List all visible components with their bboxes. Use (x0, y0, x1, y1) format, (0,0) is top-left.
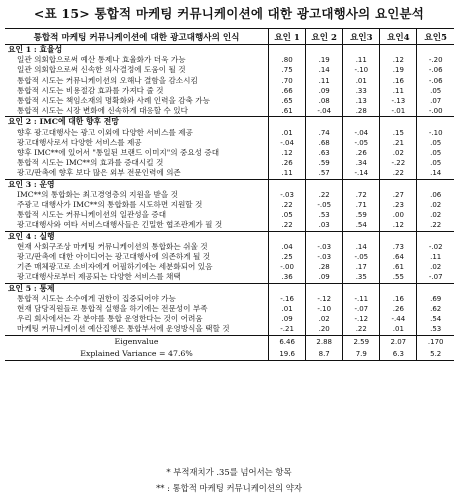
empty-cell (306, 117, 343, 128)
table-row (5, 96, 454, 106)
factor-3-loading: .54 (343, 220, 380, 231)
table-row (5, 294, 454, 304)
factor-3-loading: .33 (343, 86, 380, 96)
factor-1-loading: .26 (269, 158, 306, 168)
factor-5-loading: -.07 (417, 272, 454, 283)
factor-5-loading: .22 (417, 220, 454, 231)
footer-value-factor-1: 6.46 (269, 335, 306, 348)
factor-2-loading: .20 (306, 324, 343, 335)
factor-4-loading: .16 (380, 294, 417, 304)
factor-1-loading: .11 (269, 168, 306, 179)
factor-4-loading: .16 (380, 76, 417, 86)
factor-1-loading: -.04 (269, 138, 306, 148)
factor-1-loading: .01 (269, 304, 306, 314)
empty-cell (417, 45, 454, 56)
factor-5-loading: .05 (417, 138, 454, 148)
factor-5-loading: .53 (417, 324, 454, 335)
factor-4-loading: .64 (380, 252, 417, 262)
factor-4-loading: .73 (380, 242, 417, 252)
factor-1-loading: .61 (269, 106, 306, 117)
item-label: 통합적 시도는 책임소재의 명확화와 사례 인력을 감축 가능 (17, 96, 210, 106)
factor-5-loading: .07 (417, 96, 454, 106)
empty-cell (417, 117, 454, 128)
factor-5-loading: .02 (417, 200, 454, 210)
empty-cell (343, 117, 380, 128)
empty-cell (269, 117, 306, 128)
factor-2-loading: .09 (306, 272, 343, 283)
empty-cell (380, 283, 417, 294)
factor-5-loading: .02 (417, 210, 454, 220)
factor-2-loading: -.05 (306, 200, 343, 210)
factor-1-loading: .01 (269, 128, 306, 138)
empty-cell (306, 231, 343, 242)
empty-cell (269, 231, 306, 242)
factor-3-loading: .11 (343, 55, 380, 65)
factor-2-loading: -.03 (306, 252, 343, 262)
table-row (5, 168, 454, 179)
factor-2-loading: .28 (306, 262, 343, 272)
factor-3-loading: .13 (343, 96, 380, 106)
factor-3-loading: .01 (343, 76, 380, 86)
item-label: 광고대행사와 여타 서비스대행사들은 긴밀한 협조관계가 필 것 (17, 220, 223, 230)
empty-cell (269, 179, 306, 190)
footer-label: Eigenvalue (5, 335, 269, 348)
factor-1-loading: -.03 (269, 190, 306, 200)
factor-group-label: 요인 1 : 효율성 (8, 45, 63, 54)
factor-4-loading: .01 (380, 324, 417, 335)
column-header-factor-1: 요인 1 (269, 29, 306, 45)
factor-4-loading: .21 (380, 138, 417, 148)
item-label: 현재 사회구조상 마케팅 커뮤니케이션의 통합화는 쉬울 것 (17, 241, 208, 251)
factor-2-loading: .74 (306, 128, 343, 138)
factor-1-loading: .22 (269, 220, 306, 231)
footnote-significance: * 부적재치가 .35를 넘어서는 항목 (166, 467, 292, 477)
factor-4-loading: .55 (380, 272, 417, 283)
factor-3-loading: .22 (343, 324, 380, 335)
factor-5-loading: -.06 (417, 76, 454, 86)
item-label: 통합적 시도는 IMC**의 효과를 증대시킬 것 (17, 158, 164, 168)
footnote-abbreviation: ** : 통합적 마케팅 커뮤니케이션의 약자 (156, 483, 302, 493)
item-label: 우리 회사에서는 각 분야를 통합 운영한다는 것이 어려움 (17, 314, 203, 324)
item-label: 현재 담당직원들로 통합적 실행을 하기에는 전문성이 부족 (17, 304, 208, 314)
empty-cell (269, 283, 306, 294)
empty-cell (306, 283, 343, 294)
factor-4-loading: .15 (380, 128, 417, 138)
factor-1-loading: .36 (269, 272, 306, 283)
factor-2-loading: .09 (306, 86, 343, 96)
factor-group-row (5, 231, 454, 242)
factor-4-loading: -.01 (380, 106, 417, 117)
item-label: 기존 매체광고로 소비자에게 어필하기에는 세분화되어 있음 (17, 262, 213, 272)
item-label: 광고/판촉에 대한 아이디어는 광고대행사에 의존하게 될 것 (17, 252, 211, 262)
table-row (5, 304, 454, 314)
factor-1-loading: .05 (269, 210, 306, 220)
factor-3-loading: .72 (343, 190, 380, 200)
factor-5-loading: .14 (417, 168, 454, 179)
table-row (5, 220, 454, 231)
factor-1-loading: .65 (269, 96, 306, 106)
table-row (5, 200, 454, 210)
item-label: 광고대행사로부터 제공되는 다양한 서비스를 채택 (17, 272, 181, 282)
item-label: 광고/판촉에 향후 보다 많은 외부 전문인력에 의존 (17, 168, 181, 178)
factor-4-loading: .02 (380, 148, 417, 158)
factor-2-loading: .02 (306, 314, 343, 324)
item-label: 마케팅 커뮤니케이션 예산집행은 통합부서에 운영방식을 택할 것 (17, 324, 230, 334)
item-label: 일관 의회합으로써 예산 통제나 효율화가 더욱 가능 (17, 55, 186, 65)
factor-5-loading: -.20 (417, 55, 454, 65)
table-row (5, 106, 454, 117)
factor-5-loading: -.00 (417, 106, 454, 117)
factor-2-loading: .03 (306, 220, 343, 231)
factor-5-loading: .11 (417, 252, 454, 262)
table-row (5, 242, 454, 252)
factor-5-loading: -.10 (417, 128, 454, 138)
empty-cell (306, 179, 343, 190)
factor-4-loading: .19 (380, 65, 417, 75)
factor-2-loading: -.03 (306, 242, 343, 252)
factor-3-loading: .35 (343, 272, 380, 283)
footer-label: Explained Variance = 47.6% (5, 348, 269, 361)
factor-5-loading: .02 (417, 262, 454, 272)
item-label: 통합적 시도는 비용절감 효과를 가져다 줄 것 (17, 85, 164, 95)
table-row (5, 148, 454, 158)
empty-cell (417, 283, 454, 294)
factor-1-loading: .75 (269, 65, 306, 75)
table-row (5, 262, 454, 272)
factor-3-loading: .34 (343, 158, 380, 168)
item-label: 향후 IMC**에 있어서 "통일된 브랜드 이미지"의 중요성 증대 (17, 148, 220, 158)
factor-1-loading: .04 (269, 242, 306, 252)
factor-3-loading: -.11 (343, 294, 380, 304)
factor-4-loading: .11 (380, 86, 417, 96)
factor-3-loading: -.10 (343, 65, 380, 75)
factor-4-loading: -.44 (380, 314, 417, 324)
item-label: 통합적 시도는 커뮤니케이션의 오해나 결함을 감소시킴 (17, 75, 198, 85)
factor-group-row (5, 45, 454, 56)
factor-1-loading: .66 (269, 86, 306, 96)
item-label: 광고대행사로서 다양한 서비스를 제공 (17, 137, 142, 147)
factor-2-loading: -.10 (306, 304, 343, 314)
footer-value-factor-4: 6.3 (380, 348, 417, 361)
factor-1-loading: -.16 (269, 294, 306, 304)
table-row (5, 158, 454, 168)
footer-value-factor-2: 8.7 (306, 348, 343, 361)
explained-variance-row (5, 348, 454, 361)
factor-5-loading: .62 (417, 304, 454, 314)
factor-4-loading: .61 (380, 262, 417, 272)
table-header-row (5, 29, 454, 45)
factor-2-loading: -.12 (306, 294, 343, 304)
factor-group-label: 요인 5 : 통제 (5, 283, 269, 294)
column-header-factor-2: 요인 2 (306, 29, 343, 45)
table-body (5, 45, 454, 361)
item-label: 통합적 시도는 시장 변화에 신속하게 대응할 수 있다 (17, 106, 188, 116)
eigenvalue-row (5, 335, 454, 348)
empty-cell (417, 179, 454, 190)
factor-3-loading: .14 (343, 242, 380, 252)
factor-2-loading: .68 (306, 138, 343, 148)
factor-2-loading: .57 (306, 168, 343, 179)
factor-4-loading: -.22 (380, 158, 417, 168)
factor-1-loading: .09 (269, 314, 306, 324)
table-row (5, 76, 454, 86)
table-row (5, 210, 454, 220)
table-row (5, 272, 454, 283)
factor-4-loading: .26 (380, 304, 417, 314)
factor-2-loading: .63 (306, 148, 343, 158)
factor-group-label: 요인 2 : IMC에 대한 향후 전망 (5, 117, 269, 128)
factor-5-loading: .54 (417, 314, 454, 324)
item-label: 일관 의회합으로써 신속한 의사결정에 도움이 될 것 (17, 65, 186, 75)
empty-cell (343, 179, 380, 190)
factor-4-loading: -.13 (380, 96, 417, 106)
factor-3-loading: .26 (343, 148, 380, 158)
table-row (5, 314, 454, 324)
item-label: 주광고 대행사가 IMC**의 통합화를 시도하면 지원할 것 (17, 200, 203, 210)
factor-5-loading: .69 (417, 294, 454, 304)
factor-2-loading: .14 (306, 65, 343, 75)
footer-value-factor-5: 5.2 (417, 348, 454, 361)
table-row (5, 324, 454, 335)
factor-4-loading: .00 (380, 210, 417, 220)
factor-4-loading: .12 (380, 220, 417, 231)
factor-3-loading: -.05 (343, 138, 380, 148)
factor-2-loading: -.04 (306, 106, 343, 117)
factor-5-loading: .05 (417, 86, 454, 96)
footer-value-factor-2: 2.88 (306, 335, 343, 348)
item-label: IMC**의 통합화는 최고경영층의 지원을 받을 것 (17, 189, 178, 199)
column-header-factor-4: 요인4 (380, 29, 417, 45)
footer-value-factor-3: 2.59 (343, 335, 380, 348)
empty-cell (380, 117, 417, 128)
factor-4-loading: .22 (380, 168, 417, 179)
factor-1-loading: -.00 (269, 262, 306, 272)
empty-cell (343, 283, 380, 294)
factor-3-loading: .59 (343, 210, 380, 220)
footer-value-factor-5: .170 (417, 335, 454, 348)
factor-5-loading: .06 (417, 190, 454, 200)
column-header-factor-5: 요인5 (417, 29, 454, 45)
factor-2-loading: .53 (306, 210, 343, 220)
factor-4-loading: .23 (380, 200, 417, 210)
factor-group-row (5, 117, 454, 128)
factor-4-loading: .27 (380, 190, 417, 200)
factor-3-loading: .71 (343, 200, 380, 210)
factor-group-row (5, 179, 454, 190)
factor-group-label: 요인 4 : 실행 (5, 231, 269, 242)
factor-5-loading: -.02 (417, 242, 454, 252)
empty-cell (306, 45, 343, 56)
factor-1-loading: -.21 (269, 324, 306, 335)
factor-3-loading: -.12 (343, 314, 380, 324)
item-label: 통합적 시도는 소수에게 권한이 집중되어야 가능 (17, 293, 176, 303)
factor-group-label: 요인 3 : 운영 (5, 179, 269, 190)
factor-1-loading: .12 (269, 148, 306, 158)
column-header-perception: 통합적 마케팅 커뮤니케이션에 대한 광고대행사의 인식 (5, 29, 269, 45)
factor-3-loading: .17 (343, 262, 380, 272)
factor-3-loading: -.04 (343, 128, 380, 138)
factor-1-loading: .80 (269, 55, 306, 65)
factor-5-loading: -.06 (417, 65, 454, 75)
factor-2-loading: .22 (306, 190, 343, 200)
table-title: <표 15> 통합적 마케팅 커뮤니케이션에 대한 광고대행사의 요인분석 (33, 6, 425, 21)
factor-3-loading: -.14 (343, 168, 380, 179)
item-label: 향후 광고대행사는 광고 이외에 다양한 서비스를 제공 (17, 127, 193, 137)
empty-cell (417, 231, 454, 242)
table-row (5, 252, 454, 262)
factor-4-loading: .12 (380, 55, 417, 65)
factor-1-loading: .25 (269, 252, 306, 262)
empty-cell (380, 179, 417, 190)
factor-2-loading: .59 (306, 158, 343, 168)
table-row (5, 190, 454, 200)
empty-cell (269, 45, 306, 56)
empty-cell (380, 45, 417, 56)
table-row (5, 128, 454, 138)
column-header-factor-3: 요인3 (343, 29, 380, 45)
factor-5-loading: .05 (417, 158, 454, 168)
factor-3-loading: -.05 (343, 252, 380, 262)
factor-analysis-table (5, 28, 454, 361)
footer-value-factor-4: 2.07 (380, 335, 417, 348)
factor-5-loading: .05 (417, 148, 454, 158)
empty-cell (343, 231, 380, 242)
factor-1-loading: .70 (269, 76, 306, 86)
factor-group-row (5, 283, 454, 294)
factor-2-loading: .19 (306, 55, 343, 65)
factor-1-loading: .22 (269, 200, 306, 210)
empty-cell (380, 231, 417, 242)
factor-2-loading: .11 (306, 76, 343, 86)
table-row (5, 65, 454, 75)
footer-value-factor-1: 19.6 (269, 348, 306, 361)
factor-2-loading: .08 (306, 96, 343, 106)
footer-value-factor-3: 7.9 (343, 348, 380, 361)
table-row (5, 138, 454, 148)
empty-cell (343, 45, 380, 56)
table-row (5, 55, 454, 65)
factor-3-loading: .28 (343, 106, 380, 117)
item-label: 통합적 시도는 커뮤니케이션의 일관성을 증대 (17, 210, 167, 220)
table-row (5, 86, 454, 96)
factor-3-loading: -.07 (343, 304, 380, 314)
